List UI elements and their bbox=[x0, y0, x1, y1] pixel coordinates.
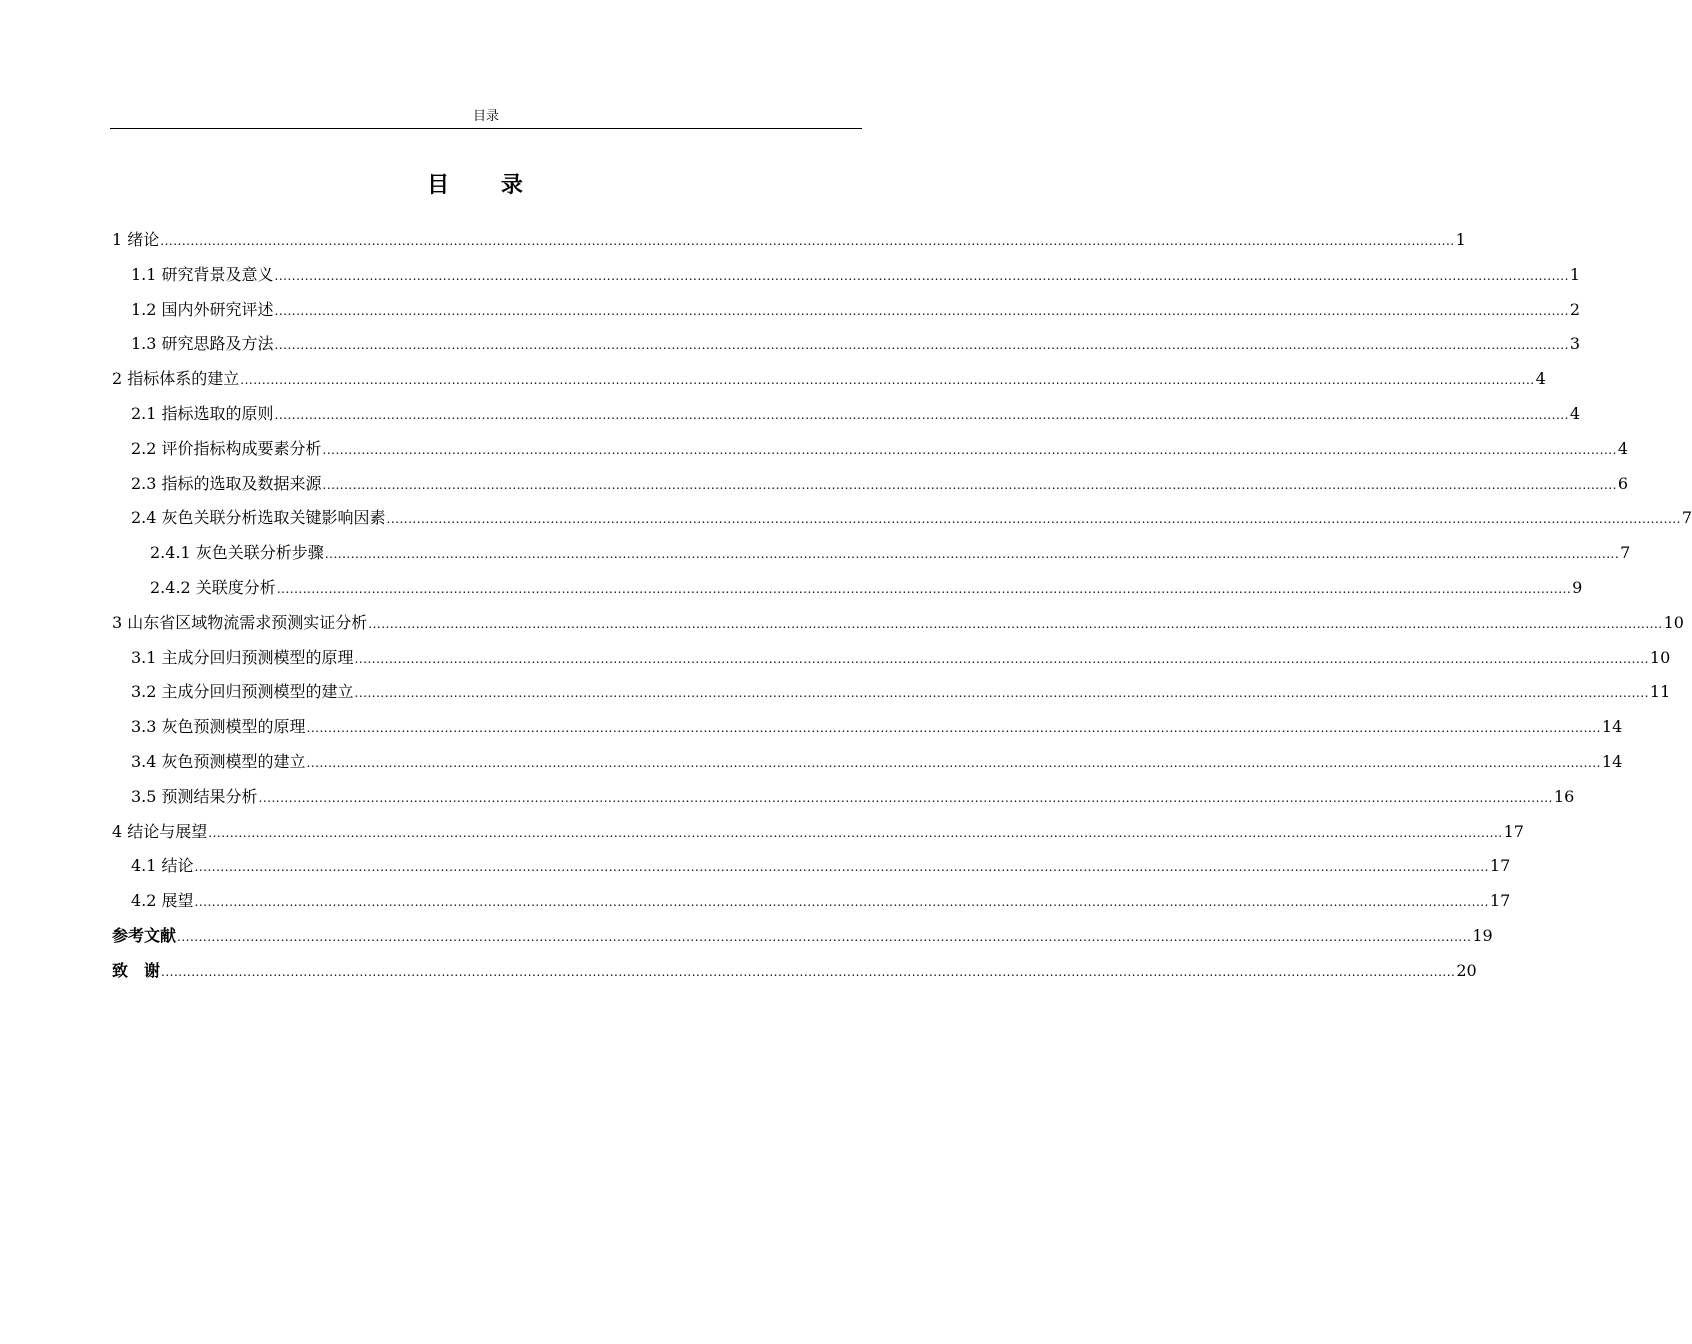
toc-entry-label: 3.5 预测结果分析 bbox=[131, 786, 258, 806]
toc-entry[interactable] bbox=[112, 606, 1684, 641]
toc-entry[interactable] bbox=[112, 571, 1583, 606]
toc-entry[interactable] bbox=[112, 745, 1623, 780]
dot-leader: ............................................................................................................................................................................................................................................................................................................ bbox=[322, 477, 1617, 492]
toc-entry[interactable] bbox=[112, 954, 1477, 989]
toc-entry-label: 3.4 灰色预测模型的建立 bbox=[131, 751, 306, 771]
page-title: 目 录 bbox=[427, 173, 545, 198]
toc-entry[interactable] bbox=[112, 919, 1493, 954]
toc-entry[interactable] bbox=[112, 362, 1546, 397]
toc-entry-page-number: 17 bbox=[1489, 856, 1511, 876]
toc-entry-page-number: 16 bbox=[1553, 786, 1575, 806]
toc-entry[interactable] bbox=[112, 432, 1629, 467]
toc-entry[interactable] bbox=[112, 780, 1575, 815]
dot-leader: ............................................................................................................................................................................................................................................................................................................ bbox=[258, 790, 1553, 805]
toc-entry-label: 2.1 指标选取的原则 bbox=[131, 403, 274, 423]
toc-entry-label: 2.4.2 关联度分析 bbox=[150, 577, 276, 597]
dot-leader: ............................................................................................................................................................................................................................................................................................................ bbox=[208, 825, 1503, 840]
toc-entry-page-number: 2 bbox=[1569, 299, 1581, 319]
dot-leader: ............................................................................................................................................................................................................................................................................................................ bbox=[324, 547, 1620, 562]
toc-entry-page-number: 7 bbox=[1620, 543, 1631, 563]
toc-entry[interactable] bbox=[112, 849, 1511, 884]
toc-entry-page-number: 10 bbox=[1663, 612, 1684, 632]
toc-entry-label: 参考文献 bbox=[112, 925, 177, 945]
dot-leader: ............................................................................................................................................................................................................................................................................................................ bbox=[274, 338, 1569, 353]
toc-entry[interactable] bbox=[112, 223, 1466, 258]
toc-entry[interactable] bbox=[112, 641, 1671, 676]
toc-entry-label: 2.2 评价指标构成要素分析 bbox=[131, 438, 322, 458]
toc-entry-page-number: 14 bbox=[1601, 751, 1623, 771]
toc-entry-page-number: 4 bbox=[1569, 403, 1581, 423]
toc-entry-label: 4.2 展望 bbox=[131, 891, 194, 911]
table-of-contents bbox=[112, 223, 1692, 989]
dot-leader: ............................................................................................................................................................................................................................................................................................................ bbox=[322, 442, 1617, 457]
toc-entry-page-number: 17 bbox=[1503, 821, 1524, 841]
dot-leader: ............................................................................................................................................................................................................................................................................................................ bbox=[386, 512, 1681, 527]
toc-entry-label: 1 绪论 bbox=[112, 230, 160, 249]
toc-entry-page-number: 7 bbox=[1681, 508, 1692, 528]
running-header: 目录 bbox=[110, 108, 862, 129]
toc-entry[interactable] bbox=[112, 467, 1629, 502]
dot-leader: ............................................................................................................................................................................................................................................................................................................ bbox=[276, 581, 1572, 596]
toc-entry-page-number: 6 bbox=[1617, 473, 1629, 493]
toc-entry-page-number: 4 bbox=[1535, 369, 1546, 389]
dot-leader: ............................................................................................................................................................................................................................................................................................................ bbox=[240, 373, 1535, 388]
toc-entry-label: 1.1 研究背景及意义 bbox=[131, 264, 274, 284]
toc-entry-label: 2 指标体系的建立 bbox=[112, 369, 240, 389]
toc-entry-page-number: 19 bbox=[1472, 925, 1493, 945]
dot-leader: ............................................................................................................................................................................................................................................................................................................ bbox=[354, 651, 1649, 666]
toc-entry-page-number: 9 bbox=[1572, 577, 1583, 597]
toc-entry[interactable] bbox=[112, 536, 1631, 571]
toc-entry-label: 3.2 主成分回归预测模型的建立 bbox=[131, 682, 354, 702]
toc-entry-page-number: 1 bbox=[1455, 230, 1466, 249]
dot-leader: ............................................................................................................................................................................................................................................................................................................ bbox=[194, 860, 1489, 875]
toc-entry-label: 3 山东省区域物流需求预测实证分析 bbox=[112, 612, 368, 632]
toc-entry-page-number: 14 bbox=[1601, 717, 1623, 737]
toc-entry-page-number: 4 bbox=[1617, 438, 1629, 458]
toc-entry[interactable] bbox=[112, 501, 1692, 536]
toc-entry-page-number: 10 bbox=[1649, 647, 1671, 667]
toc-entry-page-number: 3 bbox=[1569, 334, 1581, 354]
toc-entry-page-number: 11 bbox=[1649, 682, 1671, 702]
toc-entry-label: 1.2 国内外研究评述 bbox=[131, 299, 274, 319]
dot-leader: ............................................................................................................................................................................................................................................................................................................ bbox=[177, 929, 1472, 944]
toc-entry-page-number: 17 bbox=[1489, 891, 1511, 911]
toc-entry-label: 1.3 研究思路及方法 bbox=[131, 334, 274, 354]
toc-entry-page-number: 20 bbox=[1456, 960, 1477, 980]
toc-entry[interactable] bbox=[112, 675, 1671, 710]
toc-entry[interactable] bbox=[112, 710, 1623, 745]
toc-entry-label: 致 谢 bbox=[112, 960, 161, 980]
dot-leader: ............................................................................................................................................................................................................................................................................................................ bbox=[306, 755, 1601, 770]
toc-entry[interactable] bbox=[112, 815, 1524, 850]
dot-leader: ............................................................................................................................................................................................................................................................................................................ bbox=[274, 268, 1569, 283]
dot-leader: ............................................................................................................................................................................................................................................................................................................ bbox=[160, 234, 1455, 248]
toc-entry[interactable] bbox=[112, 884, 1511, 919]
toc-entry-label: 2.3 指标的选取及数据来源 bbox=[131, 473, 322, 493]
toc-entry[interactable] bbox=[112, 327, 1581, 362]
toc-entry[interactable] bbox=[112, 293, 1581, 328]
toc-entry-page-number: 1 bbox=[1569, 264, 1581, 284]
dot-leader: ............................................................................................................................................................................................................................................................................................................ bbox=[274, 303, 1569, 318]
toc-entry-label: 2.4.1 灰色关联分析步骤 bbox=[150, 543, 324, 563]
toc-entry-label: 4 结论与展望 bbox=[112, 821, 208, 841]
toc-entry[interactable] bbox=[112, 397, 1581, 432]
dot-leader: ............................................................................................................................................................................................................................................................................................................ bbox=[194, 895, 1489, 910]
dot-leader: ............................................................................................................................................................................................................................................................................................................ bbox=[161, 964, 1456, 979]
toc-entry-label: 3.3 灰色预测模型的原理 bbox=[131, 717, 306, 737]
dot-leader: ............................................................................................................................................................................................................................................................................................................ bbox=[274, 407, 1569, 422]
dot-leader: ............................................................................................................................................................................................................................................................................................................ bbox=[368, 616, 1663, 631]
toc-entry[interactable] bbox=[112, 258, 1581, 293]
dot-leader: ............................................................................................................................................................................................................................................................................................................ bbox=[354, 686, 1649, 701]
toc-entry-label: 2.4 灰色关联分析选取关键影响因素 bbox=[131, 508, 386, 528]
toc-entry-label: 3.1 主成分回归预测模型的原理 bbox=[131, 647, 354, 667]
dot-leader: ............................................................................................................................................................................................................................................................................................................ bbox=[306, 721, 1601, 736]
toc-entry-label: 4.1 结论 bbox=[131, 856, 194, 876]
